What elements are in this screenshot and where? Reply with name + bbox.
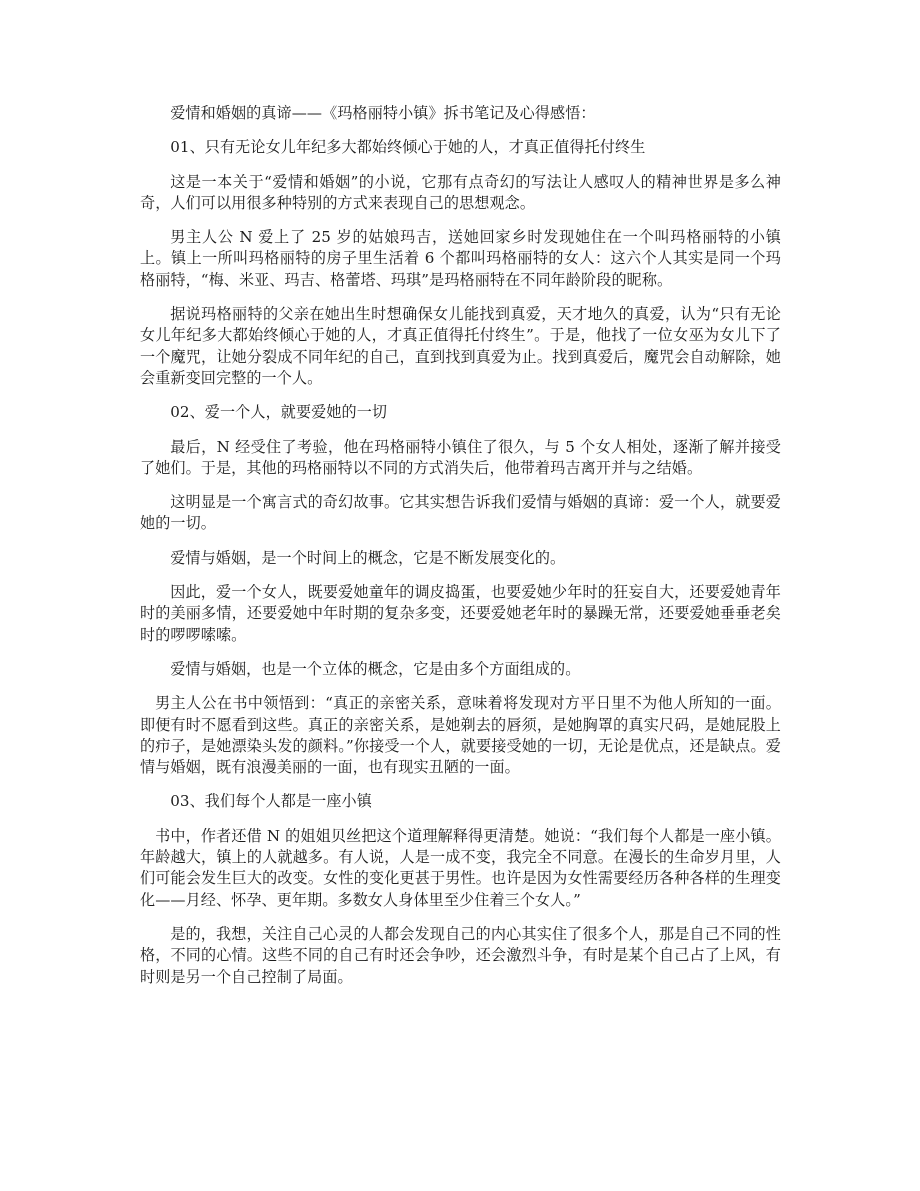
section-heading-02: 02、爱一个人，就要爱她的一切 (170, 403, 388, 422)
paragraph: 据说玛格丽特的父亲在她出生时想确保女儿能找到真爱，天才地久的真爱，认为“只有无论女儿年纪多大都始终倾心于她的人，才真正值得托付终生”。于是，他找了一位女巫为女儿下了一个魔咒，让她分裂成不同年纪的自己，直到找到真爱为止。找到真爱后，魔咒会自动解除，她会重新变回完整的一个人。 (140, 305, 781, 387)
paragraph: 书中，作者还借 N 的姐姐贝丝把这个道理解释得更清楚。她说：“我们每个人都是一座小镇。年龄越大，镇上的人就越多。有人说，人是一成不变，我完全不同意。在漫长的生命岁月里，人们可能会发生巨大的改变。女性的变化更甚于男性。也许是因为女性需要经历各种各样的生理变化——月经、怀孕、更年期。多数女人身体里至少住着三个女人。” (140, 826, 781, 909)
paragraph: 这是一本关于“爱情和婚姻”的小说，它那有点奇幻的写法让人感叹人的精神世界是多么神奇，人们可以用很多种特别的方式来表现自己的思想观念。 (140, 172, 781, 212)
paragraph: 爱情与婚姻，是一个时间上的概念，它是不断发展变化的。 (170, 548, 566, 567)
document-body (140, 103, 781, 988)
section-heading-01: 01、只有无论女儿年纪多大都始终倾心于她的人，才真正值得托付终生 (170, 138, 646, 157)
paragraph: 男主人公在书中领悟到：“真正的亲密关系，意味着将发现对方平日里不为他人所知的一面。即便有时不愿看到这些。真正的亲密关系，是她剃去的唇须，是她胸罩的真实尺码，是她屁股上的疖子，是她漂染头发的颜料。”你接受一个人，就要接受她的一切，无论是优点，还是缺点。爱情与婚姻，既有浪漫美丽的一面，也有现实丑陋的一面。 (140, 694, 781, 777)
paragraph: 因此，爱一个女人，既要爱她童年的调皮捣蛋，也要爱她少年时的狂妄自大，还要爱她青年时的美丽多情，还要爱她中年时期的复杂多变，还要爱她老年时的暴躁无常，还要爱她垂垂老矣时的啰啰嗦嗦。 (140, 583, 781, 644)
paragraph: 这明显是一个寓言式的奇幻故事。它其实想告诉我们爱情与婚姻的真谛：爱一个人，就要爱她的一切。 (140, 493, 781, 533)
paragraph: 爱情与婚姻，也是一个立体的概念，它是由多个方面组成的。 (170, 659, 581, 678)
paragraph: 是的，我想，关注自己心灵的人都会发现自己的内心其实住了很多个人，那是自己不同的性格，不同的心情。这些不同的自己有时还会争吵，还会激烈斗争，有时是某个自己占了上风，有时则是另一个自己控制了局面。 (140, 924, 781, 986)
paragraph: 男主人公 N 爱上了 25 岁的姑娘玛吉，送她回家乡时发现她住在一个叫玛格丽特的小镇上。镇上一所叫玛格丽特的房子里生活着 6 个都叫玛格丽特的女人：这六个人其实是同一个玛格丽特，“梅、米亚、玛吉、格蕾塔、玛琪”是玛格丽特在不同年龄阶段的昵称。 (140, 228, 781, 289)
section-heading-03: 03、我们每个人都是一座小镇 (170, 792, 372, 811)
paragraph: 最后，N 经受住了考验，他在玛格丽特小镇住了很久，与 5 个女人相处，逐渐了解并接受了她们。于是，其他的玛格丽特以不同的方式消失后，他带着玛吉离开并与之结婚。 (140, 437, 781, 477)
document-title: 爱情和婚姻的真谛——《玛格丽特小镇》拆书笔记及心得感悟： (170, 104, 596, 122)
